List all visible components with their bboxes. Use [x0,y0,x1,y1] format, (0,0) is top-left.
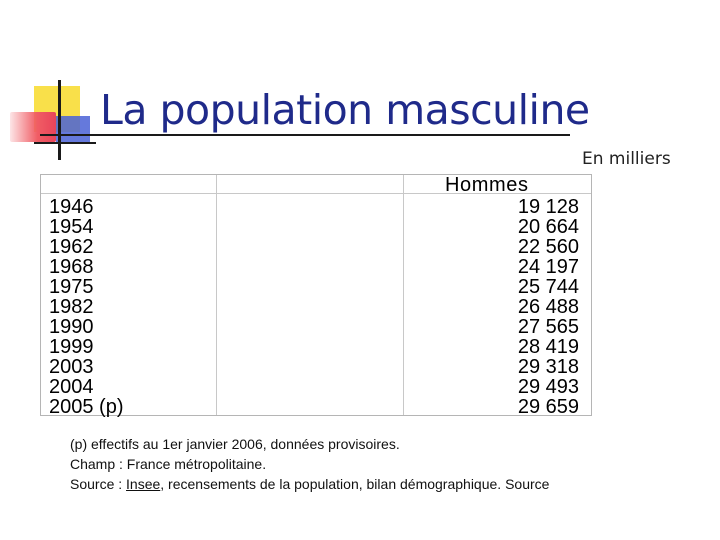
row-value: 26 488 [517,296,579,318]
logo-square-blue [56,116,90,144]
row-value: 28 419 [517,336,579,358]
logo-line-horizontal [34,142,96,144]
row-year: 2005 (p) [49,396,124,418]
logo-line-vertical [58,80,61,160]
row-value: 29 659 [517,396,579,418]
row-year: 1946 [49,196,94,218]
footnote-scope: Champ : France métropolitaine. [70,456,267,472]
row-year: 1954 [49,216,94,238]
row-value: 22 560 [517,236,579,258]
title-divider [40,134,570,136]
row-year: 1990 [49,316,94,338]
row-year: 1999 [49,336,94,358]
value-column [518,197,579,417]
row-year: 1975 [49,276,94,298]
population-table [40,174,592,416]
row-value: 24 197 [517,256,579,278]
source-suffix: , recensements de la population, bilan démographique. Source [160,476,550,492]
logo-square-red [10,112,56,142]
row-value: 27 565 [517,316,579,338]
row-value: 25 744 [517,276,579,298]
column-header-hommes: Hommes [445,174,529,196]
year-column [49,197,124,417]
insee-link[interactable]: Insee [126,476,161,492]
source-prefix: Source : [70,476,127,492]
row-year: 2004 [49,376,94,398]
row-year: 2003 [49,356,94,378]
column-divider [403,175,404,415]
unit-label: En milliers [582,149,671,169]
row-value: 19 128 [517,196,579,218]
row-year: 1968 [49,256,94,278]
column-divider [216,175,217,415]
footnote-provisional: (p) effectifs au 1er janvier 2006, données provisoires. [70,436,400,452]
footnotes [70,434,549,494]
row-value: 29 318 [517,356,579,378]
row-year: 1962 [49,236,94,258]
page-title: La population masculine [100,86,590,134]
row-year: 1982 [49,296,94,318]
row-value: 29 493 [517,376,579,398]
footnote-source [70,474,549,494]
row-value: 20 664 [517,216,579,238]
